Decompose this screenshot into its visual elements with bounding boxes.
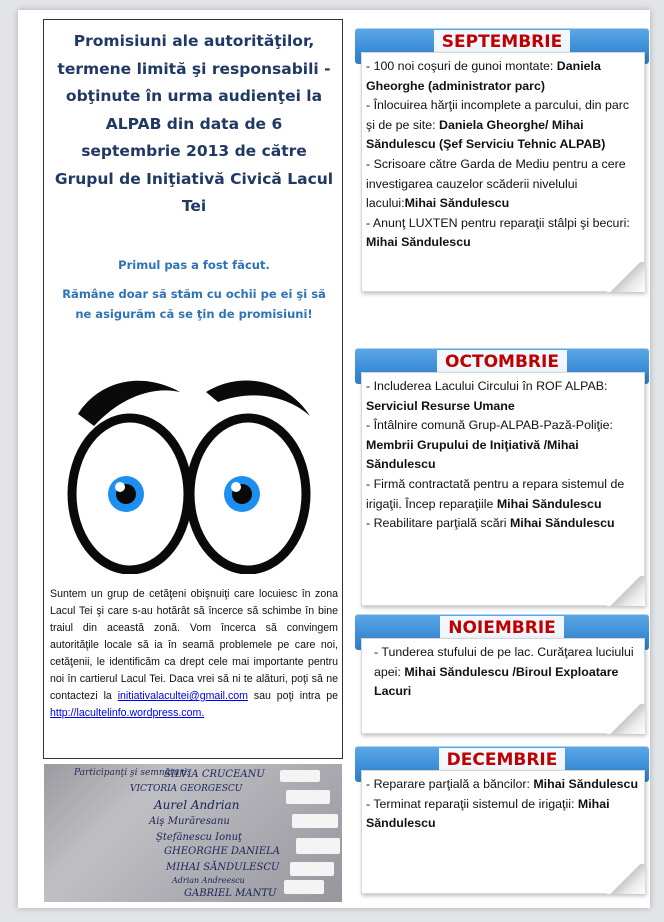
task-item bbox=[366, 214, 638, 253]
page-title: Promisiuni ale autorităţilor, termene limită şi responsabili - obţinute în urma audienţei la ALPAB din data de 6 septembrie 2013 de către Grupul de Iniţiativă Civică Lacul Tei bbox=[54, 32, 334, 215]
task-item bbox=[366, 475, 638, 514]
first-step-text: Primul pas a fost făcut. bbox=[118, 258, 270, 272]
month-title: NOIEMBRIE bbox=[440, 616, 564, 640]
redaction-mark bbox=[284, 880, 324, 894]
about-paragraph: Suntem un grup de cetăţeni obişnuiţi care locuiesc în zona Lacul Tei şi care s-au hotărât să încerce să schimbe în bine traiul din această zonă. Vom încerca să convingem autorităţile locale să ia în seamă problemele pe care noi, cetăţenii, le identificăm ca drept cele mai importante pentru noi în cartierul Lacul Tei. Daca vrei să ni te alături, poţi să ne contactezi la bbox=[50, 588, 338, 702]
month-card bbox=[361, 638, 645, 734]
photo-caption: Participanţi şi semnături: bbox=[74, 768, 190, 778]
signature-name: GABRIEL MANTU bbox=[184, 888, 277, 899]
task-item bbox=[366, 416, 638, 475]
task-item bbox=[366, 57, 638, 96]
task-responsible: Daniela Gheorghe (administrator parc) bbox=[366, 59, 601, 93]
signature-name: Adrian Andreescu bbox=[172, 876, 245, 885]
task-responsible: Mihai Săndulescu bbox=[404, 196, 510, 211]
month-section-septembrie bbox=[355, 28, 649, 292]
task-responsible: Mihai Săndulescu bbox=[366, 235, 471, 250]
redaction-mark bbox=[290, 862, 334, 876]
task-text: - Terminat reparaţii sistemul de irigaţii: bbox=[366, 796, 578, 811]
task-text: - Scrisoare către Garda de Mediu pentru a cere investigarea cauzelor scăderii nivelului lacului: bbox=[366, 156, 626, 211]
redaction-mark bbox=[280, 770, 320, 782]
month-section-decembrie bbox=[355, 746, 649, 894]
task-responsible: Mihai Săndulescu bbox=[496, 496, 602, 511]
task-text: - Întâlnire comună Grup-ALPAB-Pază-Poliţie: bbox=[366, 418, 614, 433]
task-item bbox=[366, 514, 638, 534]
signature-name: Aiş Murăresanu bbox=[149, 816, 230, 827]
month-title: SEPTEMBRIE bbox=[434, 30, 570, 54]
page-curl-decoration bbox=[607, 704, 645, 734]
month-title: OCTOMBRIE bbox=[437, 350, 567, 374]
cartoon-eyes-icon bbox=[58, 352, 328, 574]
month-section-noiembrie bbox=[355, 614, 649, 734]
intro-panel bbox=[43, 19, 343, 759]
signature-name: Aurel Andrian bbox=[154, 798, 240, 812]
task-responsible: Membrii Grupului de Iniţiativă /Mihai Săndulescu bbox=[366, 437, 579, 472]
about-mid-text: sau poţi intra pe bbox=[253, 690, 338, 702]
month-title: DECEMBRIE bbox=[439, 748, 566, 772]
signature-name: VICTORIA GEORGESCU bbox=[130, 784, 243, 794]
task-text: - 100 noi coşuri de gunoi montate: bbox=[366, 59, 557, 73]
task-text: - Firmă contractată pentru a repara sistemul de irigaţii. Încep reparaţiile bbox=[366, 476, 625, 511]
redaction-mark bbox=[292, 814, 338, 828]
signature-name: GHEORGHE DANIELA bbox=[164, 846, 281, 857]
redaction-mark bbox=[286, 790, 330, 804]
task-item bbox=[366, 96, 638, 155]
about-group-text bbox=[50, 586, 338, 722]
task-text: - Reabilitare parţială scări bbox=[366, 516, 510, 531]
website-link[interactable]: http://lacultelinfo.wordpress.com. bbox=[50, 707, 205, 719]
page-curl-decoration bbox=[607, 576, 645, 606]
task-item bbox=[366, 795, 638, 834]
email-link[interactable]: initiativalacultei@gmail.com bbox=[117, 690, 248, 702]
task-item bbox=[366, 775, 638, 795]
remaining-text: Rămâne doar să stăm cu ochii pe ei şi să ne asigurăm că se ţin de promisiuni! bbox=[62, 287, 326, 321]
month-card bbox=[361, 372, 645, 606]
task-text: - Reparare parţială a băncilor: bbox=[366, 777, 534, 791]
page-curl-decoration bbox=[607, 262, 645, 292]
task-text: - Anunţ LUXTEN pentru reparaţii stâlpi şi becuri: bbox=[366, 215, 630, 230]
redaction-mark bbox=[296, 838, 340, 854]
signature-name: MIHAI SĂNDULESCU bbox=[166, 862, 280, 873]
signatures-photo bbox=[44, 764, 342, 902]
task-item bbox=[374, 643, 638, 702]
task-responsible: Mihai Săndulescu bbox=[366, 796, 610, 831]
month-card bbox=[361, 770, 645, 894]
signature-name: Ştefănescu Ionuţ bbox=[156, 832, 243, 843]
month-card bbox=[361, 52, 645, 292]
task-responsible: Mihai Săndulescu bbox=[509, 516, 615, 531]
task-text: - Tunderea stufului de pe lac. Curăţarea luciului apei: bbox=[374, 645, 634, 679]
task-item bbox=[366, 155, 638, 214]
task-text: - Înlocuirea hărţii incomplete a parcului, din parc şi de pe site: bbox=[366, 98, 630, 132]
task-item bbox=[366, 377, 638, 416]
signature-name: SILVIA CRUCEANU bbox=[164, 769, 265, 780]
task-responsible: Serviciul Resurse Umane bbox=[366, 398, 515, 413]
task-responsible: Daniela Gheorghe/ Mihai Săndulescu (Şef Serviciu Tehnic ALPAB) bbox=[366, 117, 606, 152]
month-section-octombrie bbox=[355, 348, 649, 606]
page-curl-decoration bbox=[607, 864, 645, 894]
task-responsible: Mihai Săndulescu /Biroul Exploatare Lacuri bbox=[374, 664, 619, 699]
task-text: - Includerea Lacului Circului în ROF ALPAB: bbox=[366, 379, 608, 393]
task-responsible: Mihai Săndulescu bbox=[533, 777, 639, 791]
